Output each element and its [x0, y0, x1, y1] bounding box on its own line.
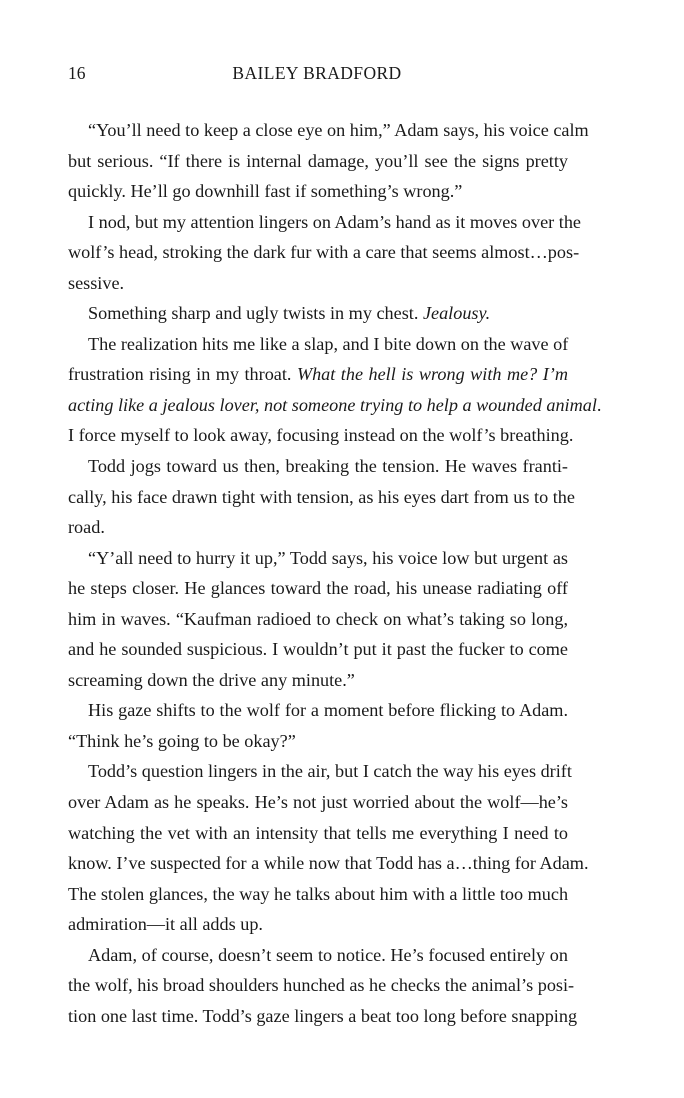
paragraph: [68, 207, 582, 299]
text-line: [68, 726, 568, 757]
text-line: [68, 146, 568, 177]
text-run: sessive.: [68, 272, 125, 293]
text-run: over Adam as he speaks. He’s not just worried about the wolf—he’s: [68, 792, 568, 813]
text-line: [68, 818, 568, 849]
text-line: [68, 1001, 578, 1032]
paragraph: [68, 329, 602, 451]
text-run: watching the vet with an intensity that tells me everything I need to: [68, 822, 568, 843]
text-run: The stolen glances, the way he talks about him with a little too much: [68, 883, 569, 904]
text-line: [68, 940, 568, 971]
text-run: quickly. He’ll go downhill fast if something’s wrong.”: [68, 181, 463, 202]
text-run: “You’ll need to keep a close eye on him,” Adam says, his voice calm: [88, 120, 589, 140]
page-number: 16: [68, 63, 86, 83]
paragraph: [68, 451, 575, 543]
text-line: [68, 115, 589, 146]
text-run: wolf’s head, stroking the dark fur with a care that seems almost…pos-: [68, 242, 580, 263]
text-run: know. I’ve suspected for a while now that Todd has a…thing for Adam.: [68, 853, 589, 874]
text-run: him in waves. “Kaufman radioed to check on what’s taking so long,: [68, 608, 568, 629]
text-run: and he sounded suspicious. I wouldn’t put it past the fucker to come: [68, 639, 568, 660]
text-line: [68, 451, 568, 482]
text-run: I force myself to look away, focusing instead on the wolf’s breathing.: [68, 425, 574, 446]
paragraph: [68, 115, 589, 207]
author-name: BAILEY BRADFORD: [232, 63, 402, 83]
text-run: The realization hits me like a slap, and I bite down on the wave of: [88, 333, 569, 354]
text-run: Something sharp and ugly twists in my chest.: [88, 303, 423, 324]
text-run: frustration rising in my throat.: [68, 364, 297, 385]
text-run: “Y’all need to hurry it up,” Todd says, his voice low but urgent as: [88, 547, 568, 568]
text-run: road.: [68, 517, 105, 538]
text-line: [68, 268, 568, 299]
text-run: but serious. “If there is internal damage, you’ll see the signs pretty: [68, 150, 568, 171]
paragraph: [68, 695, 568, 756]
text-run: I nod, but my attention lingers on Adam’s hand as it moves over the: [88, 211, 582, 232]
text-run: the wolf, his broad shoulders hunched as he checks the animal’s posi-: [68, 975, 575, 996]
text-line: [68, 787, 568, 818]
text-line: [68, 298, 568, 329]
running-header: [68, 60, 566, 86]
text-line: [68, 879, 568, 910]
text-line: [68, 176, 568, 207]
text-run: tion one last time. Todd’s gaze lingers a beat too long before snapping: [68, 1005, 578, 1026]
paragraph: [68, 756, 589, 939]
text-line: [68, 848, 589, 879]
text-line: [68, 695, 568, 726]
text-line: [68, 543, 568, 574]
text-line: [68, 237, 580, 268]
text-line: [68, 207, 582, 238]
text-run: Todd’s question lingers in the air, but I catch the way his eyes drift: [88, 761, 572, 782]
body-text: [68, 115, 602, 1031]
text-run: Adam, of course, doesn’t seem to notice. He’s focused entirely on: [88, 944, 568, 965]
text-line: [68, 482, 575, 513]
text-line: [68, 970, 575, 1001]
text-run: admiration—it all adds up.: [68, 914, 263, 935]
text-run: screaming down the drive any minute.”: [68, 669, 355, 690]
text-line: [68, 359, 568, 390]
paragraph: [68, 298, 568, 329]
text-line: [68, 634, 568, 665]
text-line: [68, 512, 568, 543]
text-run: “Think he’s going to be okay?”: [68, 730, 296, 751]
text-run: cally, his face drawn tight with tension, as his eyes dart from us to the: [68, 486, 575, 507]
text-line: [68, 665, 568, 696]
text-line: [68, 420, 574, 451]
italic-text: Jealousy.: [422, 303, 491, 324]
text-line: [68, 390, 602, 421]
text-run: Todd jogs toward us then, breaking the tension. He waves franti-: [88, 456, 568, 477]
text-line: [68, 329, 568, 360]
paragraph: [68, 940, 578, 1032]
text-line: [68, 573, 568, 604]
italic-text: What the hell is wrong with me? I’m: [296, 364, 568, 385]
text-line: [68, 604, 568, 635]
text-run: he steps closer. He glances toward the road, his unease radiating off: [68, 578, 568, 599]
italic-text: acting like a jealous lover, not someone trying to help a wounded animal: [68, 394, 597, 415]
text-run: His gaze shifts to the wolf for a moment before flicking to Adam.: [88, 700, 568, 721]
text-line: [68, 756, 572, 787]
text-line: [68, 909, 568, 940]
text-run: .: [596, 394, 602, 415]
paragraph: [68, 543, 568, 696]
